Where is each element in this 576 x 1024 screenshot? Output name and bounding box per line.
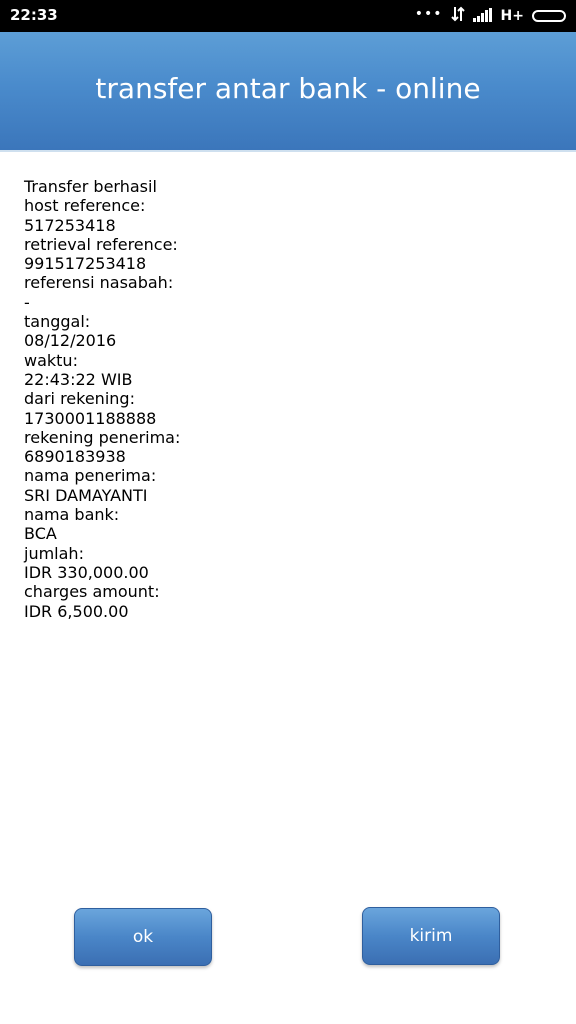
battery-icon (532, 10, 566, 22)
detail-line: 991517253418 (24, 254, 147, 274)
detail-line: 6890183938 (24, 447, 126, 467)
transfer-details (24, 177, 180, 621)
detail-line: BCA (24, 524, 57, 544)
status-time: 22:33 (10, 6, 58, 24)
app-header (0, 32, 576, 152)
page-title: transfer antar bank - online (95, 72, 481, 105)
detail-line: host reference: (24, 196, 146, 216)
detail-line: rekening penerima: (24, 427, 181, 447)
detail-line: charges amount: (24, 582, 160, 602)
detail-line: jumlah: (24, 543, 84, 563)
network-type: H+ (500, 8, 524, 24)
kirim-button[interactable]: kirim (362, 907, 500, 965)
detail-line: SRI DAMAYANTI (24, 485, 148, 505)
detail-line: - (24, 292, 30, 312)
detail-line: IDR 330,000.00 (24, 562, 149, 582)
detail-line: 08/12/2016 (24, 331, 117, 351)
detail-line: waktu: (24, 350, 78, 370)
ok-button[interactable]: ok (74, 908, 212, 966)
status-icons (415, 6, 566, 26)
detail-line: 22:43:22 WIB (24, 369, 133, 389)
detail-line: Transfer berhasil (24, 177, 157, 196)
detail-line: referensi nasabah: (24, 273, 174, 293)
detail-line: 517253418 (24, 215, 116, 235)
data-arrows-icon (451, 6, 465, 26)
detail-line: nama bank: (24, 505, 120, 525)
detail-line: dari rekening: (24, 389, 135, 409)
detail-line: 1730001188888 (24, 408, 157, 428)
detail-line: IDR 6,500.00 (24, 601, 129, 621)
detail-line: retrieval reference: (24, 234, 178, 254)
status-bar (0, 0, 576, 32)
detail-line: nama penerima: (24, 466, 157, 486)
signal-bars-icon (473, 7, 493, 26)
more-dots-icon: ••• (414, 6, 443, 22)
detail-line: tanggal: (24, 312, 91, 332)
